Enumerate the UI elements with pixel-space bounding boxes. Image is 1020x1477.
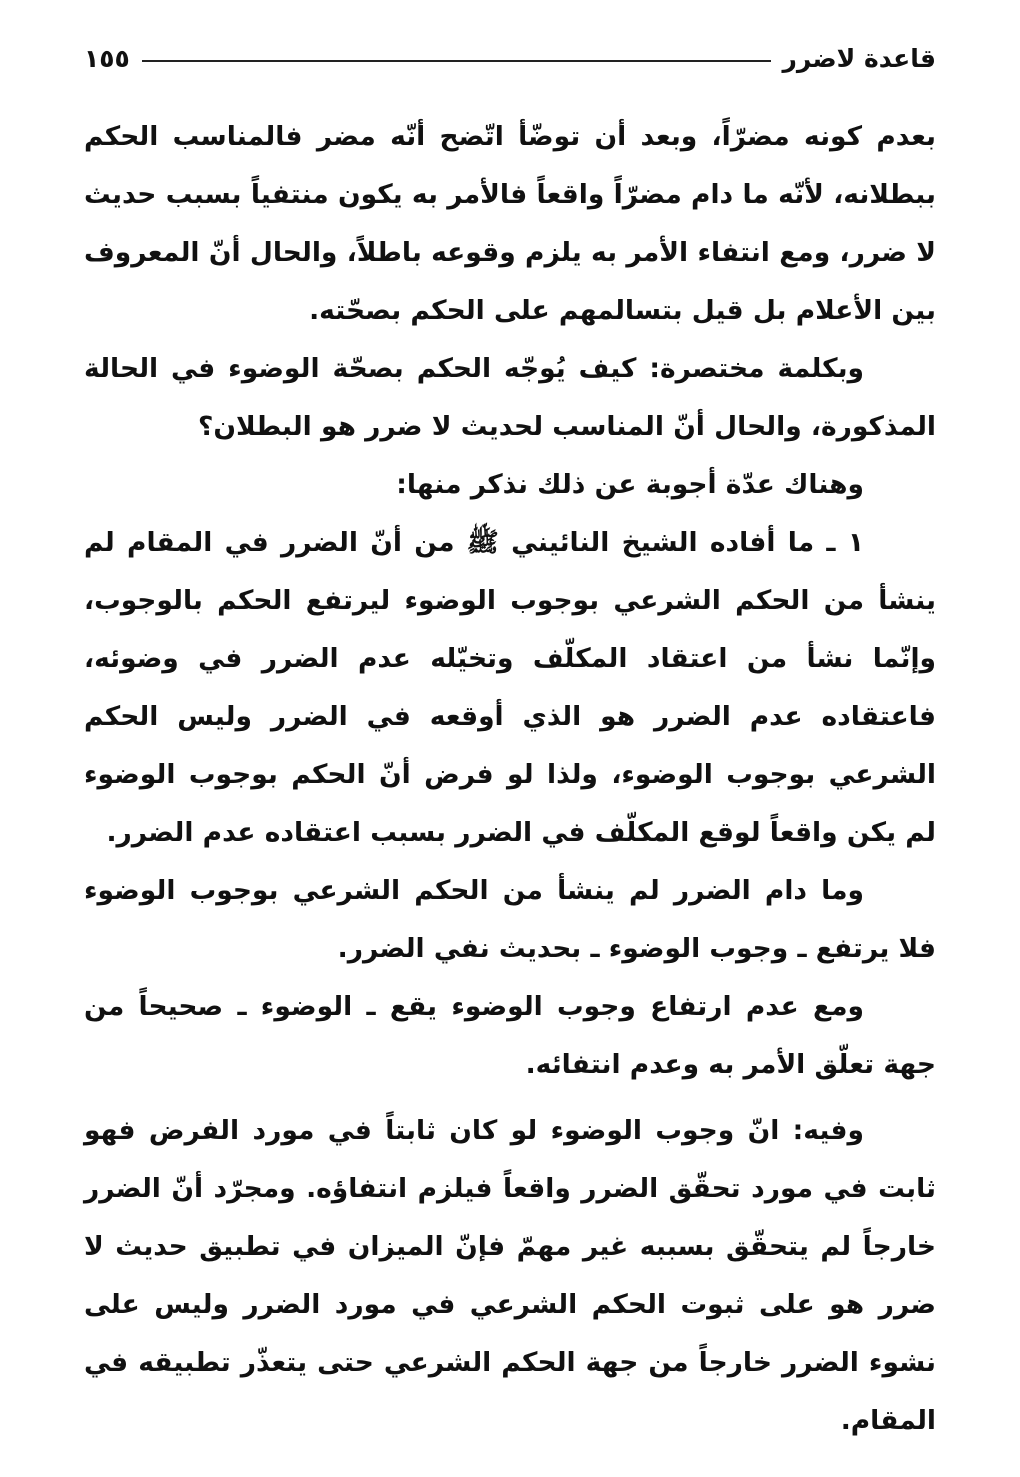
body-text bbox=[84, 108, 936, 1450]
running-header bbox=[84, 36, 936, 80]
paragraph-critique: وفيه: انّ وجوب الوضوء لو كان ثابتاً في مورد الفرض فهو ثابت في مورد تحقّق الضرر واقعاً فيلزم انتفاؤه. ومجرّد أنّ الضرر خارجاً لم يتحقّق بسببه غير مهمّ فإنّ الميزان في تطبيق حديث لا ضرر هو على ثبوت الحكم الشرعي في مورد الضرر وليس على نشوء الضرر خارجاً من جهة الحكم الشرعي حتى يتعذّر تطبيقه في المقام. bbox=[84, 1115, 936, 1436]
paragraph-validity: ومع عدم ارتفاع وجوب الوضوء يقع ـ الوضوء ـ صحيحاً من جهة تعلّق الأمر به وعدم انتفائه. bbox=[84, 991, 936, 1080]
page-number: ١٥٥ bbox=[84, 43, 130, 73]
paragraph-answer-one: ١ ـ ما أفاده الشيخ النائيني ﷺ من أنّ الضرر في المقام لم ينشأ من الحكم الشرعي بوجوب الوضوء ليرتفع الحكم بالوجوب، وإنّما نشأ من اعتقاد المكلّف وتخيّله عدم الضرر في وضوئه، فاعتقاده عدم الضرر هو الذي أوقعه في الضرر وليس الحكم الشرعي بوجوب الوضوء، ولذا لو فرض أنّ الحكم بوجوب الوضوء لم يكن واقعاً لوقع المكلّف في الضرر بسبب اعتقاده عدم الضرر. bbox=[84, 527, 936, 848]
paragraph-question: وبكلمة مختصرة: كيف يُوجّه الحكم بصحّة الوضوء في الحالة المذكورة، والحال أنّ المناسب لحديث لا ضرر هو البطلان؟ bbox=[84, 353, 936, 442]
paragraph-continuation: بعدم كونه مضرّاً، وبعد أن توضّأ اتّضح أنّه مضر فالمناسب الحكم ببطلانه، لأنّه ما دام مضرّاً واقعاً فالأمر به يكون منتفياً بسبب حديث لا ضرر، ومع انتفاء الأمر به يلزم وقوعه باطلاً، والحال أنّ المعروف بين الأعلام بل قيل بتسالمهم على الحكم بصحّته. bbox=[84, 121, 936, 326]
running-title: قاعدة لاضرر bbox=[782, 43, 936, 73]
paragraph-consequence: وما دام الضرر لم ينشأ من الحكم الشرعي بوجوب الوضوء فلا يرتفع ـ وجوب الوضوء ـ بحديث نفي الضرر. bbox=[84, 875, 936, 964]
header-rule bbox=[142, 60, 771, 62]
paragraph-answers-intro: وهناك عدّة أجوبة عن ذلك نذكر منها: bbox=[396, 469, 864, 500]
